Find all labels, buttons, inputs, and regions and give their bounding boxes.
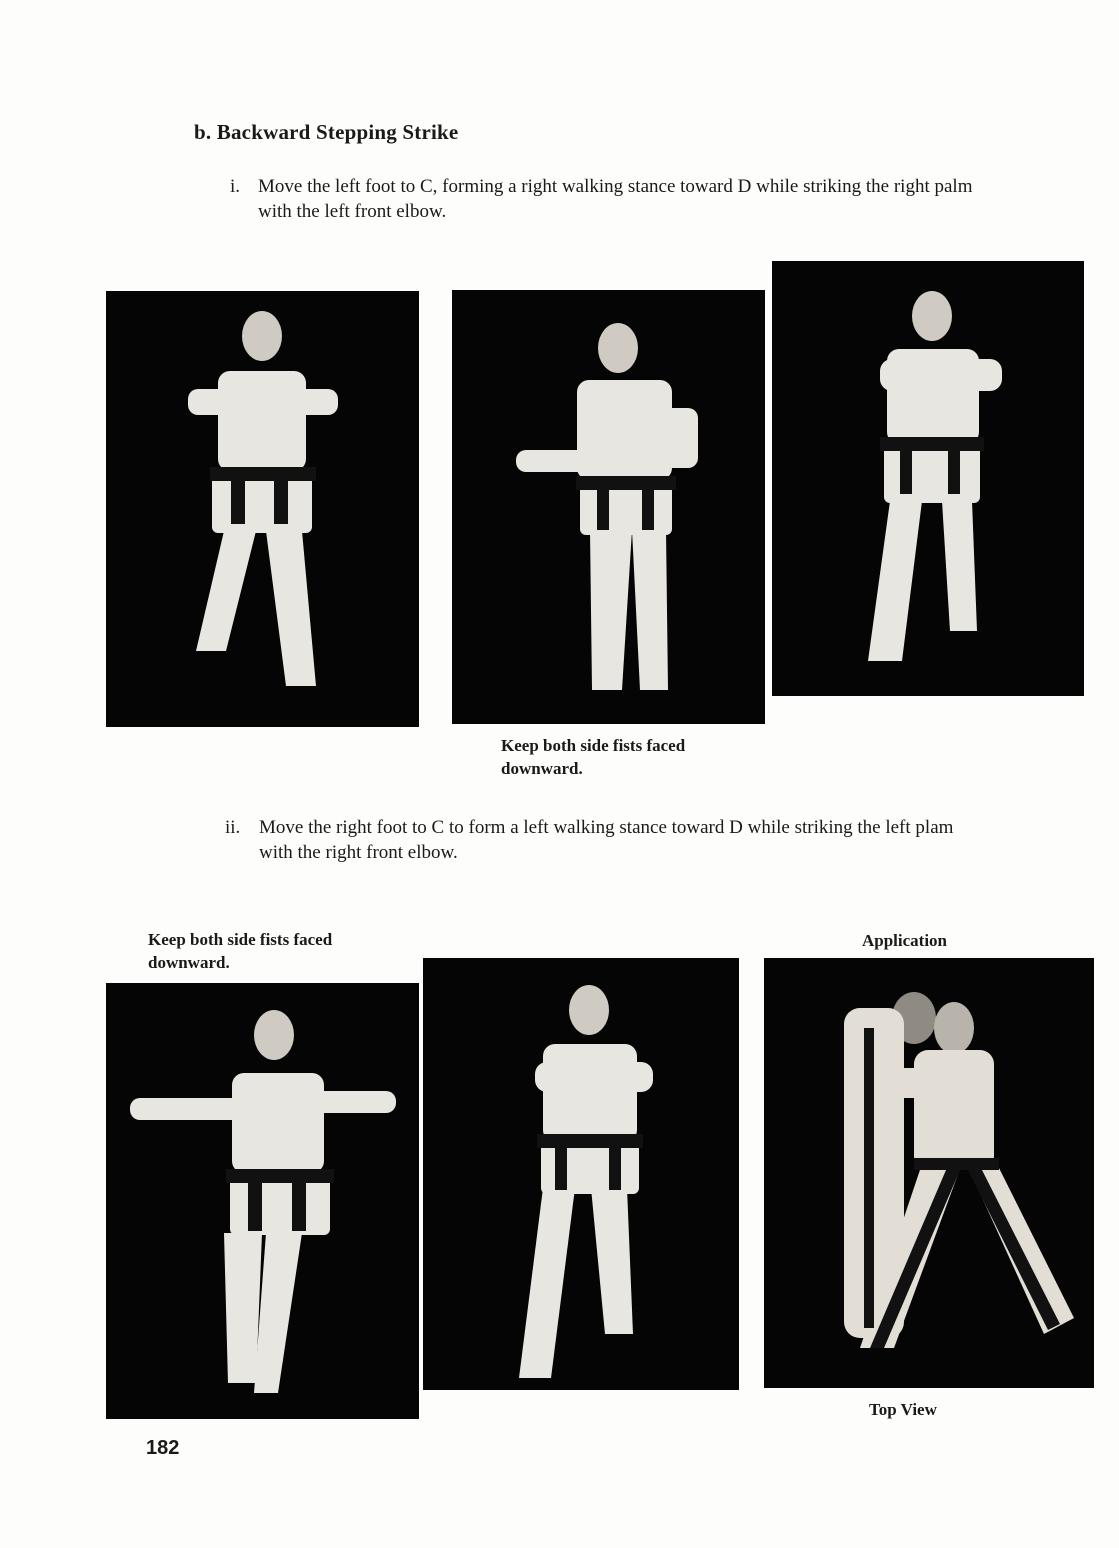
photo-row2-middle — [423, 958, 739, 1390]
step-i — [230, 174, 990, 234]
photo-application — [764, 958, 1094, 1388]
caption-row2-left: Keep both side fists faced downward. — [148, 930, 333, 972]
step-i-text: Move the left foot to C, forming a right walking stance toward D while striking the right palm with the left front elbow. — [258, 176, 973, 222]
photo-row2-left — [106, 983, 419, 1419]
section-heading: b. Backward Stepping Strike — [194, 120, 459, 144]
caption-application: Application — [862, 931, 948, 950]
caption-row1-middle: Keep both side fists faced downward. — [501, 736, 686, 778]
photo-row1-middle — [452, 290, 765, 724]
photo-row1-left — [106, 291, 419, 727]
step-i-number: i. — [230, 176, 241, 197]
caption-top-view: Top View — [869, 1400, 937, 1419]
step-ii-number: ii. — [225, 817, 241, 838]
step-ii-text: Move the right foot to C to form a left walking stance toward D while striking the left plam with the right front elbow. — [259, 817, 954, 863]
photo-row1-right — [772, 261, 1084, 696]
step-ii — [225, 815, 995, 875]
page-number: 182 — [146, 1437, 180, 1459]
